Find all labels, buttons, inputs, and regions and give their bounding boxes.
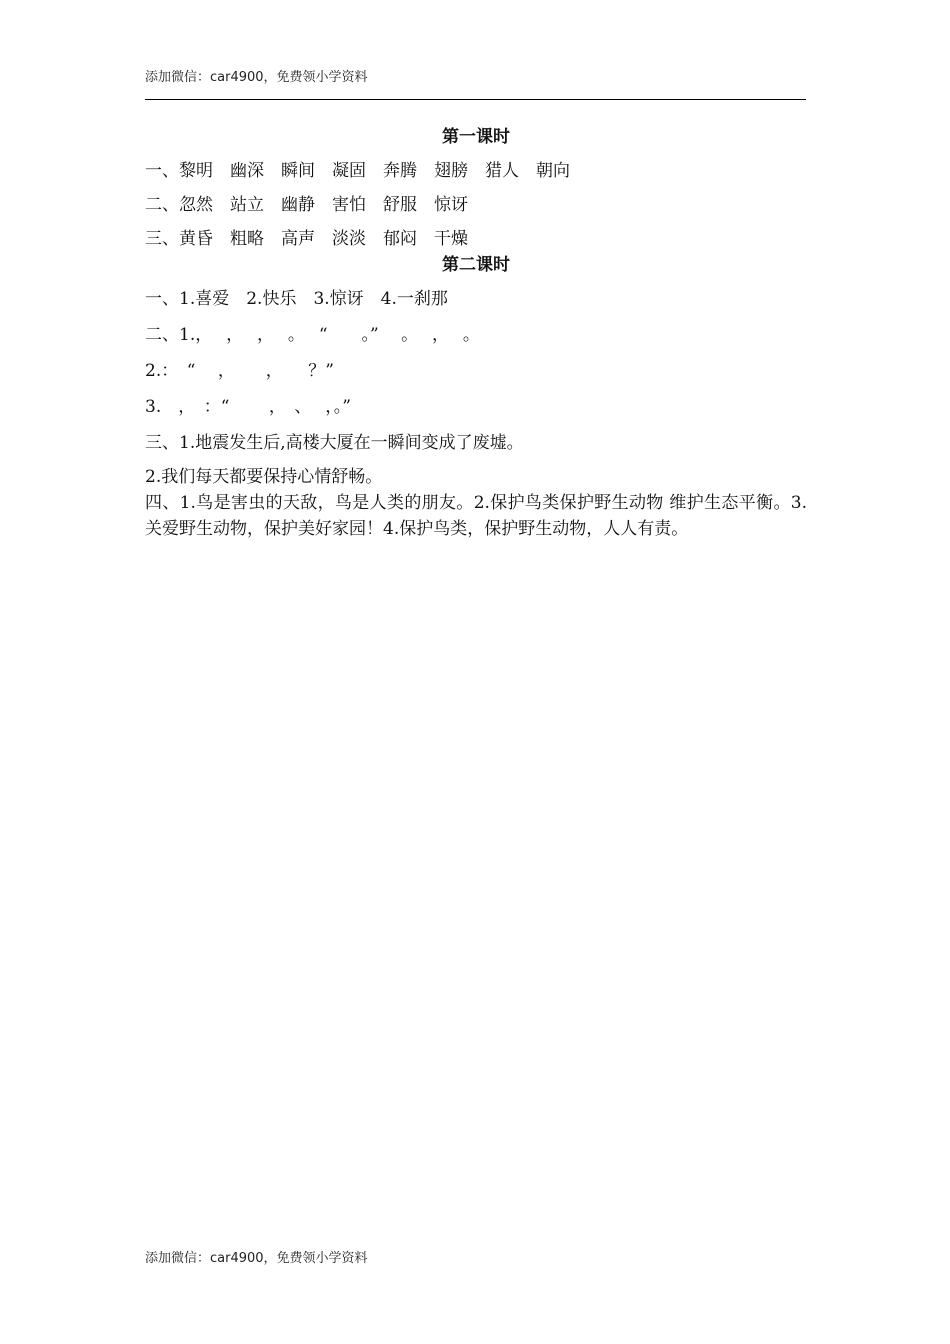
lesson1-line-1: 一、黎明 幽深 瞬间 凝固 奔腾 翅膀 猎人 朝向: [145, 161, 570, 181]
lesson2-line-6: 2.我们每天都要保持心情舒畅。: [145, 467, 383, 487]
lesson2-line-4: 3. ， ：“ ， 、 ，。”: [145, 397, 351, 417]
header-divider: [145, 99, 806, 100]
page-footer-text: 添加微信：car4900，免费领小学资料: [145, 1251, 368, 1266]
page-header-text: 添加微信：car4900，免费领小学资料: [145, 70, 368, 85]
lesson2-line-5: 三、1.地震发生后,高楼大厦在一瞬间变成了废墟。: [145, 433, 524, 453]
lesson2-line-2: 二、1.， ， ， 。 “ 。” 。 ， 。: [145, 325, 480, 345]
lesson2-title: 第二课时: [442, 255, 510, 275]
document-body: [145, 124, 807, 542]
lesson2-line-1: 一、1.喜爱 2.快乐 3.惊讶 4.一刹那: [145, 289, 448, 309]
lesson1-line-3: 三、黄昏 粗略 高声 淡淡 郁闷 干燥: [145, 229, 468, 249]
lesson2-paragraph: 四、1.鸟是害虫的天敌，鸟是人类的朋友。2.保护鸟类保护野生动物 维护生态平衡。3.关爱野生动物，保护美好家园！4.保护鸟类，保护野生动物，人人有责。: [145, 493, 807, 539]
lesson2-line-3: 2.： “ ， ， ？”: [145, 361, 334, 381]
lesson1-line-2: 二、忽然 站立 幽静 害怕 舒服 惊讶: [145, 195, 468, 215]
lesson1-title: 第一课时: [442, 127, 510, 147]
